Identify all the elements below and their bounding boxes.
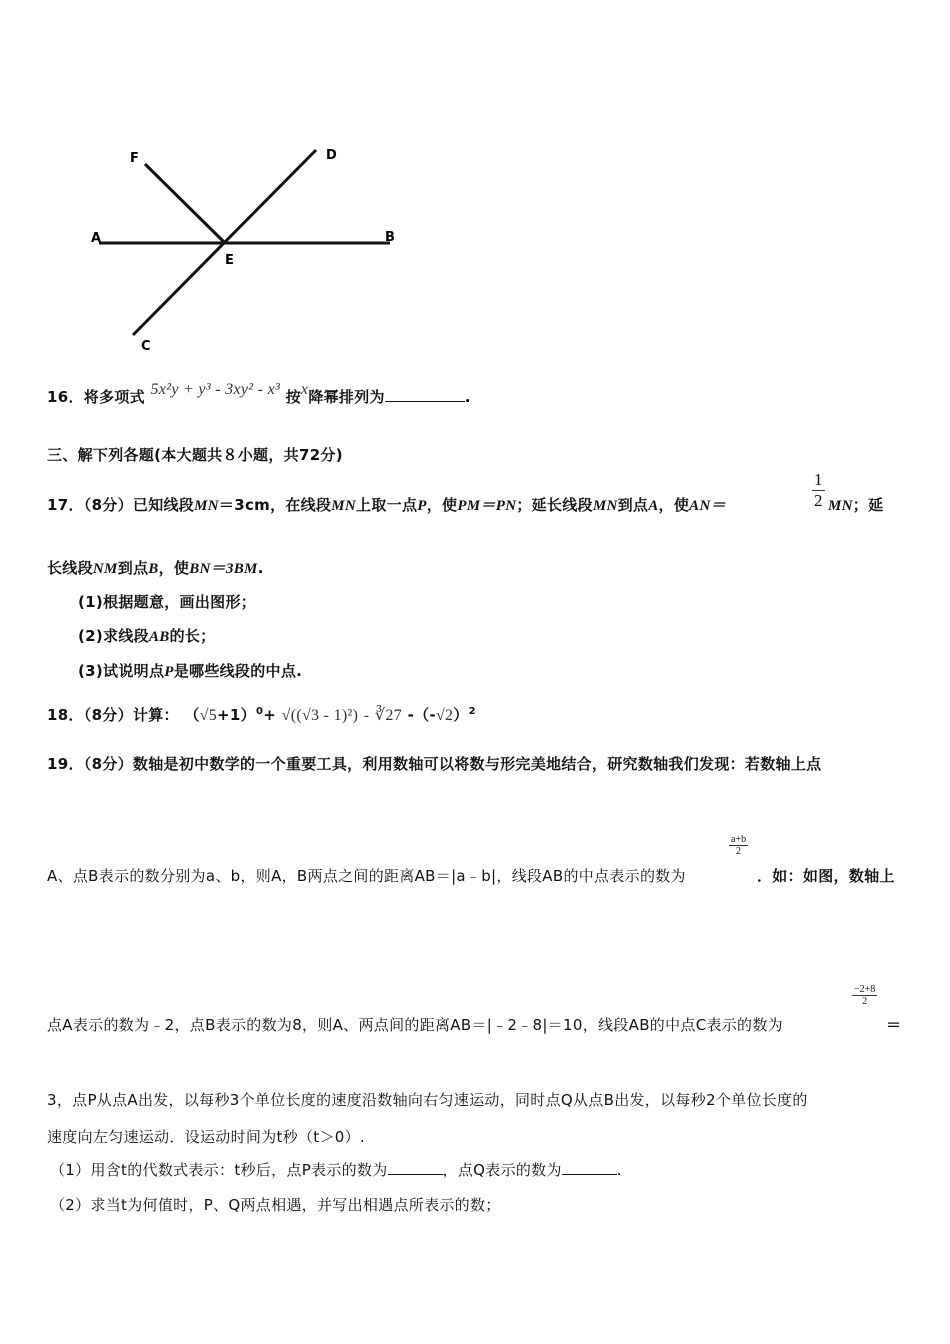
question-19-line-4: 3，点P从点A出发，以每秒3个单位长度的速度沿数轴向右匀速运动，同时点Q从点B出发，以每秒2个单位长度的: [47, 1091, 808, 1109]
question-18: 18．（8分）计算： $(√5+1)^0+ √((√3 - 1)^2)$ - ∛27 $-(-√2)^2$: [47, 706, 476, 724]
question-17-line-2: 长线段NM到点B，使BN＝3BM.: [47, 559, 264, 577]
label-b: B: [385, 230, 395, 245]
label-d: D: [326, 148, 337, 163]
q17-sub-2: (2)求线段AB的长；: [78, 627, 216, 645]
geometry-figure: [85, 140, 415, 360]
q17-fraction-half: $\frac{1}{2}$: [814, 470, 823, 510]
q19-sub-2: （2）求当t为何值时，P、Q两点相遇，并写出相遇点所表示的数；: [50, 1196, 501, 1214]
label-c: C: [141, 339, 151, 354]
sqrt-2: √2: [435, 707, 454, 724]
q16-answer-blank[interactable]: [385, 387, 465, 402]
sqrt-expression: √((√3 - 1)²): [281, 707, 359, 724]
label-a: A: [91, 231, 102, 246]
question-19-line-1: 19．（8分）数轴是初中数学的一个重要工具，利用数轴可以将数与形完美地结合，研究数轴我们发现：若数轴上点: [47, 755, 822, 773]
q19-p-answer-blank[interactable]: [388, 1160, 443, 1175]
line-fe: [145, 164, 225, 243]
question-19-line-2: A、点B表示的数分别为a、b，则A，B两点之间的距离AB＝|a﹣b|，线段AB的中点表示的数为: [47, 867, 686, 885]
q17-sub-1: (1)根据题意，画出图形；: [78, 593, 257, 611]
q16-number: 16．: [47, 388, 84, 406]
question-19-line-3: 点A表示的数为﹣2，点B表示的数为8，则A、两点间的距离AB＝|﹣2﹣8|＝10，线段AB的中点C表示的数为: [47, 1016, 783, 1034]
question-16: 16．将多项式 5x²y + y³ - 3xy² - x³ 按x降幂排列为 .: [47, 381, 471, 406]
label-e: E: [225, 253, 234, 268]
question-19-line-3-end: ＝: [886, 1016, 902, 1034]
question-19-line-2-end: ．如：如图，数轴上: [757, 867, 895, 885]
sqrt-5: √5: [199, 707, 218, 724]
q16-variable: x: [300, 381, 309, 398]
q16-text-pre: 将多项式: [83, 388, 145, 406]
question-17-line-1: 17．（8分）已知线段MN＝3cm，在线段MN上取一点P，使PM＝PN；延长线段MN到点A，使AN＝: [47, 496, 726, 514]
q17-sub-3: (3)试说明点P是哪些线段的中点.: [78, 662, 303, 680]
q16-polynomial: 5x²y + y³ - 3xy² - x³: [150, 381, 281, 398]
q19-q-answer-blank[interactable]: [562, 1160, 617, 1175]
section-3-title: 三、解下列各题(本大题共８小题，共72分): [47, 446, 343, 464]
q19-fraction-example: $\frac{-2+8}{2}$: [854, 984, 876, 1007]
question-17-line-1-end: MN；延: [828, 496, 884, 514]
q16-text-post: 降幂排列为: [308, 388, 385, 406]
label-f: F: [130, 151, 139, 166]
question-19-line-5: 速度向左匀速运动．设运动时间为t秒（t＞0）.: [47, 1128, 365, 1146]
cube-root-27: ∛27: [374, 707, 403, 724]
q19-sub-1: （1）用含t的代数式表示：t秒后，点P表示的数为 ，点Q表示的数为 .: [50, 1161, 622, 1179]
q16-text-mid: 按: [285, 388, 301, 406]
q19-fraction-ab: $\frac{a+b}{2}$: [731, 834, 747, 857]
